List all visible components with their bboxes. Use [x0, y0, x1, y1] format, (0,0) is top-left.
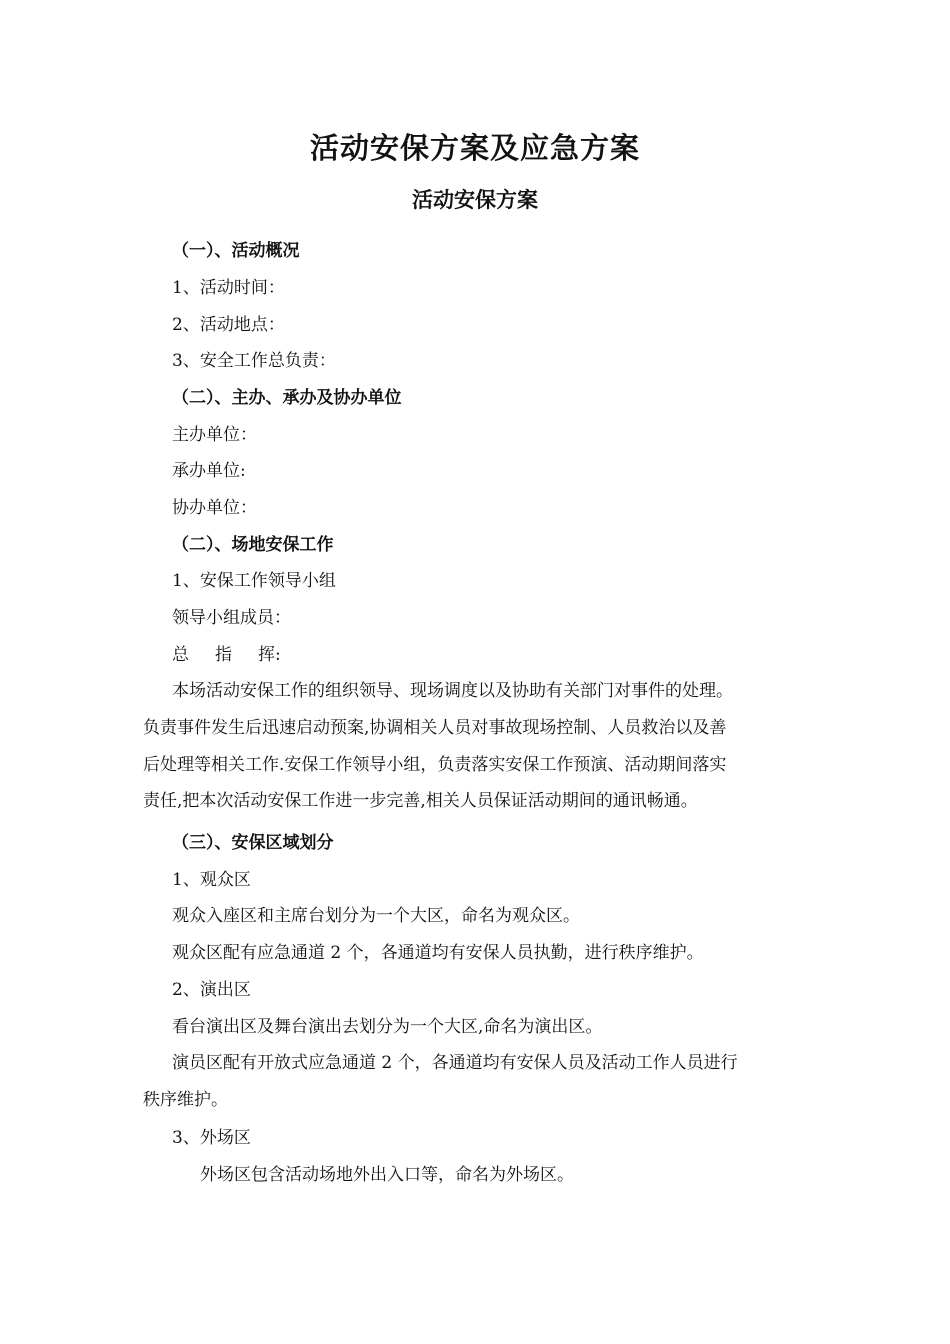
- commander-part-1: 总: [172, 645, 189, 665]
- organizer-host: 主办单位：: [172, 425, 257, 445]
- section-heading-venue: （二）、场地安保工作: [172, 535, 334, 555]
- zone-audience-line-1: 观众入座区和主席台划分为一个大区，命名为观众区。: [172, 906, 580, 926]
- section-heading-overview: （一）、活动概况: [172, 241, 300, 261]
- zone-performance-line-1: 看台演出区及舞台演出去划分为一个大区,命名为演出区。: [172, 1017, 603, 1037]
- overview-item-location: 2、活动地点：: [172, 315, 285, 335]
- document-title: 活动安保方案及应急方案: [309, 131, 640, 165]
- zone-audience-title: 1、观众区: [172, 870, 251, 890]
- venue-paragraph-line-3: 后处理等相关工作.安保工作领导小组，负责落实安保工作预演、活动期间落实: [143, 755, 727, 775]
- zone-outer-line-1: 外场区包含活动场地外出入口等，命名为外场区。: [200, 1165, 574, 1185]
- overview-item-time: 1、活动时间：: [172, 278, 285, 298]
- venue-group-members: 领导小组成员：: [172, 608, 291, 628]
- document-subtitle: 活动安保方案: [412, 187, 538, 212]
- zone-performance-line-2b: 秩序维护。: [143, 1090, 228, 1110]
- venue-leadership-group: 1、安保工作领导小组: [172, 571, 336, 591]
- venue-paragraph-line-1: 本场活动安保工作的组织领导、现场调度以及协助有关部门对事件的处理。: [172, 681, 733, 701]
- venue-commander: [172, 643, 281, 667]
- commander-part-3: 挥:: [258, 645, 281, 665]
- venue-paragraph-line-4: 责任,把本次活动安保工作进一步完善,相关人员保证活动期间的通讯畅通。: [143, 791, 698, 811]
- organizer-co-organizer: 协办单位：: [172, 498, 257, 518]
- zone-outer-title: 3、外场区: [172, 1128, 251, 1148]
- zone-performance-line-2a: 演员区配有开放式应急通道 2 个，各通道均有安保人员及活动工作人员进行: [172, 1053, 738, 1073]
- section-heading-zones: （三）、安保区域划分: [172, 833, 334, 853]
- venue-paragraph-line-2: 负责事件发生后迅速启动预案,协调相关人员对事故现场控制、人员救治以及善: [143, 718, 727, 738]
- commander-part-2: 指: [215, 645, 232, 665]
- overview-item-safety-lead: 3、安全工作总负责：: [172, 351, 336, 371]
- section-heading-organizers: （二）、主办、承办及协办单位: [172, 388, 402, 408]
- zone-performance-title: 2、演出区: [172, 980, 251, 1000]
- organizer-undertaker: 承办单位:: [172, 461, 246, 481]
- zone-audience-line-2: 观众区配有应急通道 2 个，各通道均有安保人员执勤，进行秩序维护。: [172, 943, 704, 963]
